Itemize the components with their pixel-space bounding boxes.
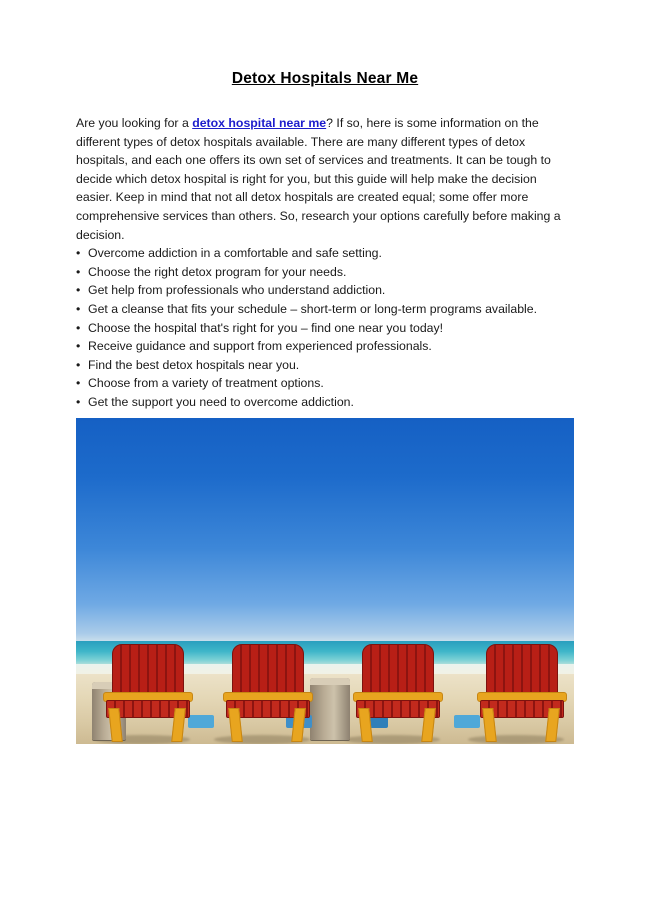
paragraph-text-before-link: Are you looking for a [76, 116, 193, 130]
beach-photo [76, 418, 574, 744]
list-item: • Choose the right detox program for your needs. [76, 263, 574, 282]
chair-leg [291, 708, 306, 742]
list-item: • Find the best detox hospitals near you. [76, 356, 574, 375]
beach-towel [188, 715, 214, 728]
paragraph-text-after-link: ? If so, here is some information on the different types of detox hospitals available. There are many different types of detox hospitals, and each one offers its own set of services and treatments. It can be tough to decide which detox hospital is right for you, but this guide will help make the decision easier. Keep in mind that not all detox hospitals are created equal; some offer more comprehensive services than others. So, research your options carefully before making a decision. [76, 116, 561, 242]
beach-chair [354, 644, 440, 740]
intro-paragraph [76, 114, 574, 244]
document-body [76, 70, 574, 412]
beach-towel [454, 715, 480, 728]
list-item: • Get help from professionals who understand addiction. [76, 281, 574, 300]
list-item: • Choose from a variety of treatment options. [76, 374, 574, 393]
chair-leg [171, 708, 186, 742]
list-item: • Receive guidance and support from experienced professionals. [76, 337, 574, 356]
chair-leg [421, 708, 436, 742]
page-title: Detox Hospitals Near Me [231, 70, 419, 87]
list-item: • Choose the hospital that's right for you – find one near you today! [76, 319, 574, 338]
wooden-post [310, 678, 350, 740]
list-item: • Get the support you need to overcome addiction. [76, 393, 574, 412]
chair-leg [545, 708, 560, 742]
list-item: • Overcome addiction in a comfortable and safe setting. [76, 244, 574, 263]
list-item: • Get a cleanse that fits your schedule – short-term or long-term programs available. [76, 300, 574, 319]
photo-sky [76, 418, 574, 744]
detox-hospital-link[interactable]: detox hospital near me [192, 116, 327, 130]
beach-chair [224, 644, 310, 740]
beach-chair [478, 644, 564, 740]
benefits-list [76, 244, 574, 411]
beach-chair [104, 644, 190, 740]
